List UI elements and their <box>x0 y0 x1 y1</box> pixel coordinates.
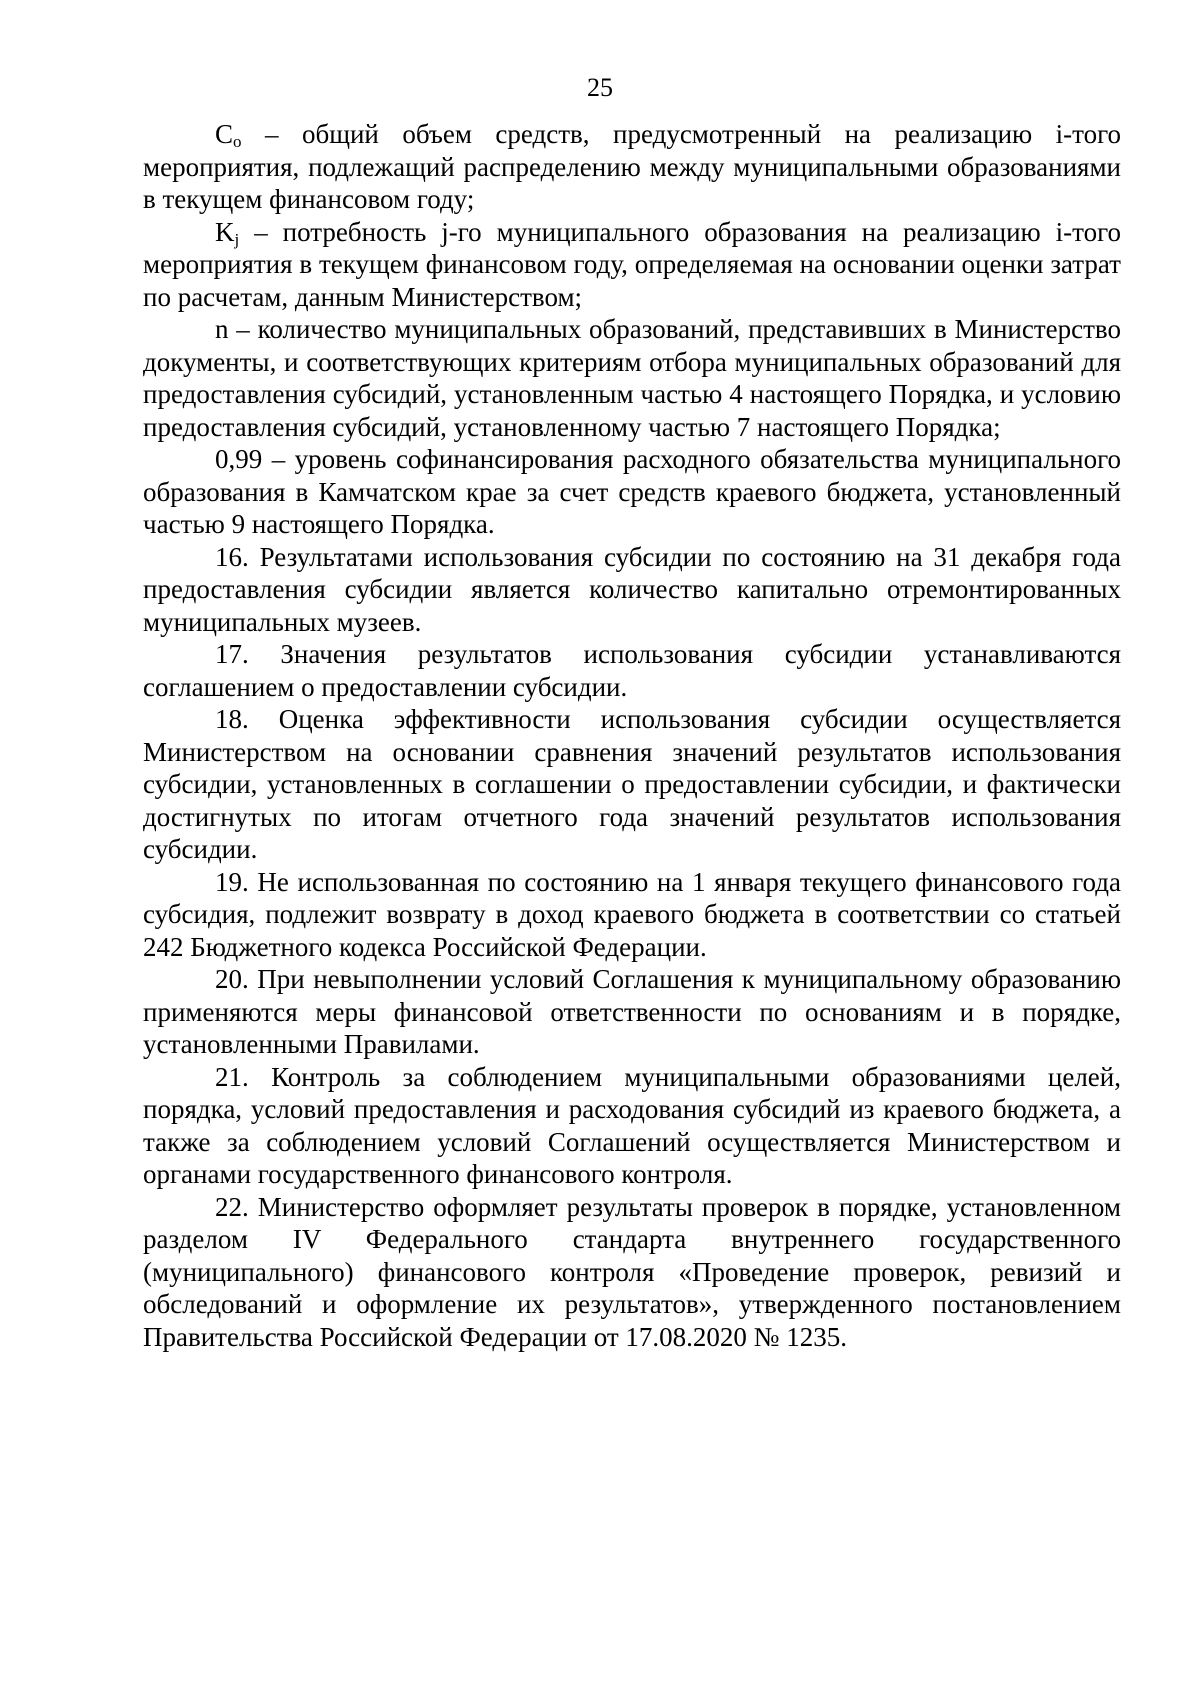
clause-18: 18. Оценка эффективности использования субсидии осуществляется Министерством на основании сравнения значений результатов использования субсидии, установленных в соглашении о предоставлении субсидии, и фактически достигнутых по итогам отчетного года значений результатов использования субсидии. <box>143 704 1121 864</box>
symbol-subscript: o <box>233 132 242 151</box>
definition-text: – общий объем средств, предусмотренный на реализацию i-того мероприятия, подлежащий распределению между муниципальными образованиями в текущем финансовом году; <box>143 119 1121 214</box>
symbol-subscript: j <box>234 229 240 249</box>
definition-text: – потребность j-го муниципального образования на реализацию i-того мероприятия в текущем финансовом году, определяемая на основании оценки затрат по расчетам, данным Министерством; <box>143 216 1121 312</box>
document-body <box>143 118 1121 1353</box>
clause-16: 16. Результатами использования субсидии по состоянию на 31 декабря года предоставления субсидии является количество капитально отремонтированных муниципальных музеев. <box>143 541 1121 637</box>
definition-kj <box>143 216 1121 314</box>
clause-22: 22. Министерство оформляет результаты проверок в порядке, установленном разделом IV Федерального стандарта внутреннего государственного (муниципального) финансового контроля «Проведение проверок, ревизий и обследований и оформление их результатов», утвержденного постановлением Правительства Российской Федерации от 17.08.2020 № 1235. <box>143 1191 1121 1352</box>
clause-21: 21. Контроль за соблюдением муниципальными образованиями целей, порядка, условий предоставления и расходования субсидий из краевого бюджета, а также за соблюдением условий Соглашений осуществляется Министерством и органами государственного финансового контроля. <box>143 1061 1121 1189</box>
symbol: K <box>215 216 235 247</box>
definition-rate: 0,99 – уровень софинансирования расходного обязательства муниципального образования в Камчатском крае за счет средств краевого бюджета, установленный частью 9 настоящего Порядка. <box>143 444 1121 539</box>
clause-17: 17. Значения результатов использования субсидии устанавливаются соглашением о предоставлении субсидии. <box>143 639 1121 702</box>
page-number: 25 <box>587 73 613 102</box>
definition-co <box>143 118 1121 216</box>
symbol: C <box>215 119 234 149</box>
definition-n: n – количество муниципальных образований, представивших в Министерство документы, и соответствующих критериям отбора муниципальных образований для предоставления субсидий, установленным частью 4 настоящего Порядка, и условию предоставления субсидий, установленному частью 7 настоящего Порядка; <box>143 314 1121 442</box>
clause-19: 19. Не использованная по состоянию на 1 января текущего финансового года субсидия, подлежит возврату в доход краевого бюджета в соответствии со статьей 242 Бюджетного кодекса Российской Федерации. <box>143 866 1121 962</box>
clause-20: 20. При невыполнении условий Соглашения к муниципальному образованию применяются меры финансовой ответственности по основаниям и в порядке, установленными Правилами. <box>143 964 1121 1059</box>
